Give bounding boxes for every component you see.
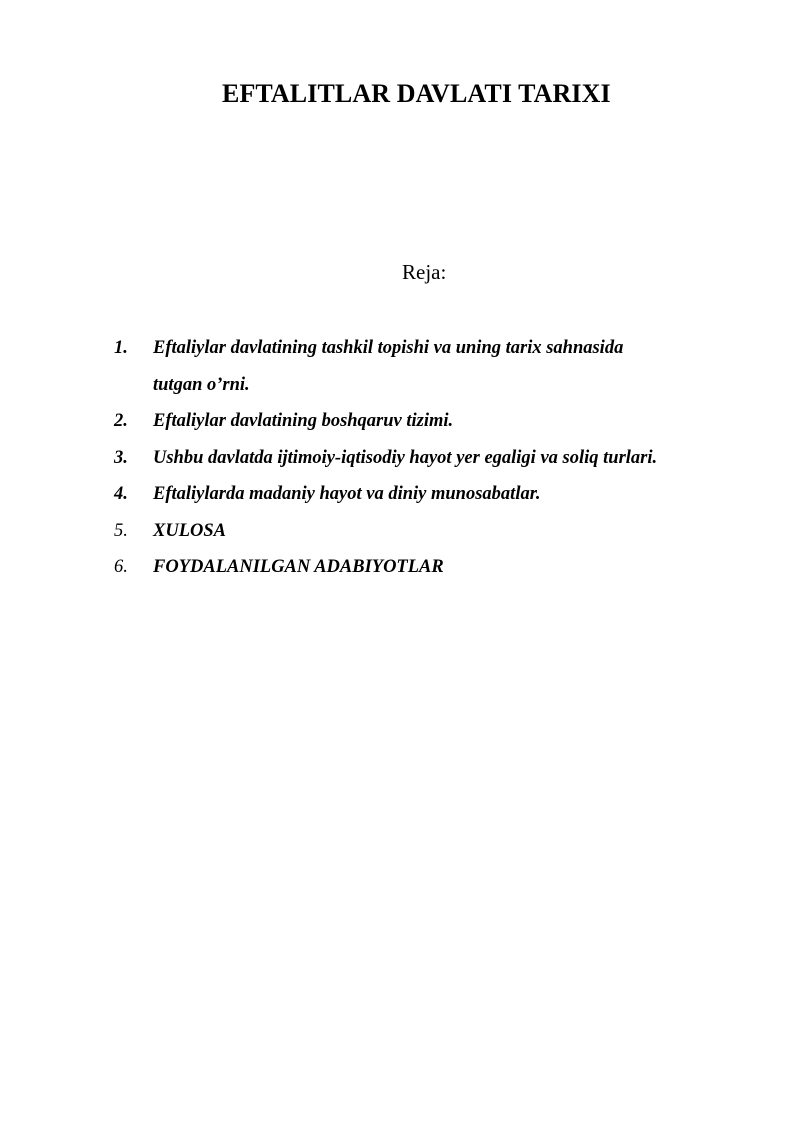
plan-item-number: 3.: [114, 447, 128, 468]
plan-item-line: tutgan o’rni.: [153, 374, 250, 395]
plan-item-1: [114, 330, 764, 403]
plan-item-number: 1.: [114, 338, 128, 358]
plan-item-number: 5.: [114, 520, 128, 541]
plan-list: [114, 330, 764, 586]
plan-item-line: Eftaliylar davlatining tashkil topishi va uning tarix sahnasida: [153, 338, 624, 358]
plan-item-line: FOYDALANILGAN ADABIYOTLAR: [153, 557, 444, 577]
plan-item-number: 4.: [114, 484, 128, 504]
plan-heading: Reja:: [402, 260, 447, 284]
plan-item-number: 6.: [114, 557, 128, 577]
plan-item-text: [153, 476, 764, 513]
plan-item-2: [114, 403, 764, 440]
plan-item-4: [114, 476, 764, 513]
plan-item-5: [114, 513, 764, 550]
plan-item-number: 2.: [114, 411, 128, 431]
plan-item-text: [153, 440, 764, 477]
plan-item-text: [153, 513, 764, 550]
plan-item-text: [153, 549, 764, 586]
plan-item-text: [153, 403, 764, 440]
plan-item-6: [114, 549, 764, 586]
plan-item-line: Eftaliylarda madaniy hayot va diniy munosabatlar.: [153, 484, 541, 504]
plan-item-line: XULOSA: [153, 520, 226, 541]
plan-item-3: [114, 440, 764, 477]
document-title: EFTALITLAR DAVLATI TARIXI: [222, 79, 611, 108]
plan-item-text: [153, 330, 764, 403]
plan-item-line: Eftaliylar davlatining boshqaruv tizimi.: [153, 411, 454, 431]
plan-item-line: Ushbu davlatda ijtimoiy-iqtisodiy hayot yer egaligi va soliq turlari.: [153, 447, 658, 468]
